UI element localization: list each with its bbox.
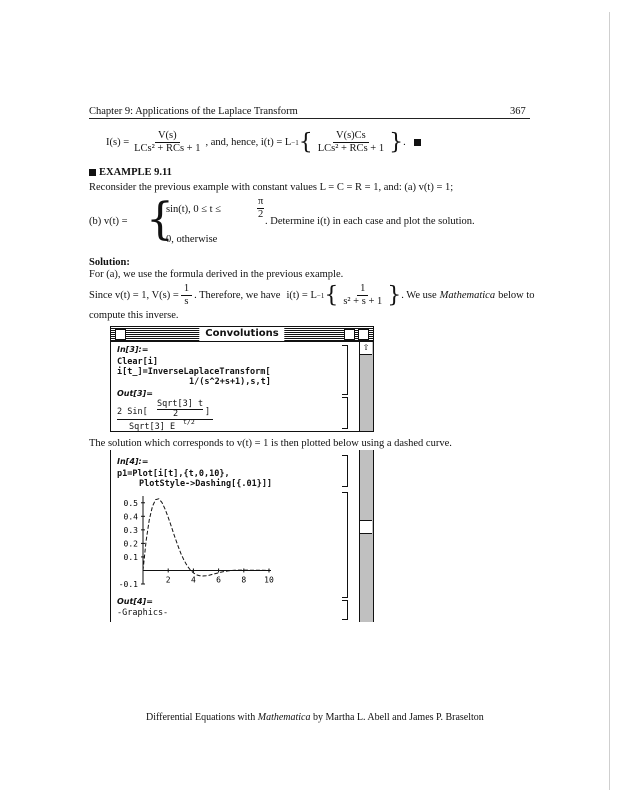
result-inner-denominator: 2	[173, 409, 179, 419]
graphics-result: -Graphics-	[117, 608, 169, 618]
inverse-fraction: $\frac{1}{\text{s² + s + 1}}$	[343, 283, 383, 307]
page-edge-rule	[609, 12, 610, 790]
right-brace: }	[389, 129, 404, 155]
part-b-label: (b) v(t) =	[89, 216, 128, 227]
formula-fraction-2	[315, 130, 387, 155]
close-box-icon[interactable]	[115, 329, 126, 340]
output-label: Out[3]=	[117, 389, 153, 398]
mathematica-plot-window	[110, 450, 374, 622]
zoom-box-icon[interactable]	[344, 329, 355, 340]
y-tick-label: 0.1	[123, 552, 138, 562]
one-over-s: $\frac{1}{s}$	[181, 283, 192, 308]
y-tick-label: 0.2	[123, 539, 138, 549]
cell-bracket-output[interactable]	[342, 397, 348, 429]
determine-text: . Determine i(t) in each case and plot the solution.	[265, 216, 475, 227]
header-rule	[89, 118, 530, 119]
end-of-proof-icon	[414, 139, 421, 146]
formula-lhs: I(s) =	[106, 136, 130, 148]
cell-bracket-graphics[interactable]	[342, 492, 348, 598]
result-prefix: 2 Sin[	[117, 407, 148, 417]
input-label: In[3]:=	[117, 345, 149, 354]
solution-plot	[111, 488, 341, 598]
y-tick-label: -0.1	[118, 580, 138, 589]
piecewise-brace: {	[146, 194, 174, 245]
example-heading: EXAMPLE 9.11	[89, 167, 172, 179]
input-label: In[4]:=	[117, 457, 149, 466]
result-fraction-bar	[117, 419, 213, 420]
fraction-denominator: LCs² + RCs + 1	[317, 143, 385, 154]
x-tick-label: 8	[241, 575, 247, 585]
series-line	[143, 499, 269, 576]
formula-mid-text: , and, hence, i(t) = L	[205, 136, 292, 148]
mathematica-notebook-window	[110, 326, 374, 432]
solution-line-3: compute this inverse.	[89, 310, 179, 321]
cell-bracket-input[interactable]	[342, 345, 348, 395]
x-tick-label: 6	[216, 575, 222, 585]
case-1: sin(t), 0 ≤ t ≤	[166, 204, 221, 215]
result-suffix: ]	[205, 407, 211, 417]
output-label: Out[4]=	[117, 597, 153, 606]
formula-fraction-1	[131, 130, 203, 155]
inverse-superscript: −1	[291, 138, 299, 147]
result-denominator: Sqrt[3] E	[129, 422, 176, 432]
code-line-2[interactable]: i[t_]=InverseLaplaceTransform[	[117, 367, 271, 377]
code-line-1[interactable]: p1=Plot[i[t],{t,0,10},	[117, 469, 230, 479]
vertical-scrollbar[interactable]	[359, 342, 373, 431]
section-bullet-icon	[89, 169, 96, 176]
result-exponent: t/2	[183, 418, 195, 426]
cell-bracket-input[interactable]	[342, 455, 348, 487]
fraction-denominator: LCs² + RCs + 1	[134, 143, 201, 154]
mathematica-word: Mathematica	[439, 289, 496, 301]
example-intro: Reconsider the previous example with constant values L = C = R = 1, and: (a) v(t) = 1;	[89, 182, 454, 193]
window-title: Convolutions	[199, 327, 284, 341]
y-tick-label: 0.3	[123, 525, 138, 535]
cell-bracket-output[interactable]	[342, 600, 348, 620]
solution-line-2: Since v(t) = 1, V(s) = $\frac{1}{s}$ . Therefore, we have i(t) = L −1 { $\frac{1}{\text{s² + s + 1}}$ } . We use Mathematica below to	[89, 282, 535, 308]
window-title-bar[interactable]	[111, 327, 373, 342]
formula-line	[106, 130, 421, 155]
result-inner-numerator: Sqrt[3] t	[157, 399, 204, 409]
x-tick-label: 2	[165, 575, 171, 585]
x-tick-label: 10	[264, 575, 274, 585]
pi-over-2: π 2	[258, 196, 264, 220]
case-2: 0, otherwise	[166, 234, 218, 245]
solution-heading: Solution:	[89, 257, 130, 268]
formula-end: .	[403, 136, 406, 148]
code-line-3[interactable]: 1/(s^2+s+1),s,t]	[189, 377, 271, 387]
code-line-2[interactable]: PlotStyle->Dashing[{.01}]]	[139, 479, 273, 489]
y-tick-label: 0.5	[123, 498, 138, 508]
y-tick-label: 0.4	[123, 512, 138, 522]
left-brace: {	[298, 129, 313, 155]
fraction-numerator: V(s)	[155, 130, 180, 143]
chapter-title: Chapter 9: Applications of the Laplace Transform	[89, 106, 298, 117]
plot-caption: The solution which corresponds to v(t) = 1 is then plotted below using a dashed curve.	[89, 438, 452, 449]
scroll-up-arrow-icon[interactable]: ⇧	[360, 342, 372, 355]
fraction-numerator: V(s)Cs	[333, 130, 369, 143]
code-line-1[interactable]: Clear[i]	[117, 357, 158, 367]
book-footer: Differential Equations with Mathematica by Martha L. Abell and James P. Braselton	[146, 712, 484, 723]
x-tick-label: 4	[190, 575, 196, 585]
solution-line-1: For (a), we use the formula derived in the previous example.	[89, 269, 344, 280]
collapse-box-icon[interactable]	[358, 329, 369, 340]
scroll-thumb[interactable]	[360, 520, 372, 534]
page-number: 367	[510, 106, 526, 117]
vertical-scrollbar[interactable]	[359, 450, 373, 622]
